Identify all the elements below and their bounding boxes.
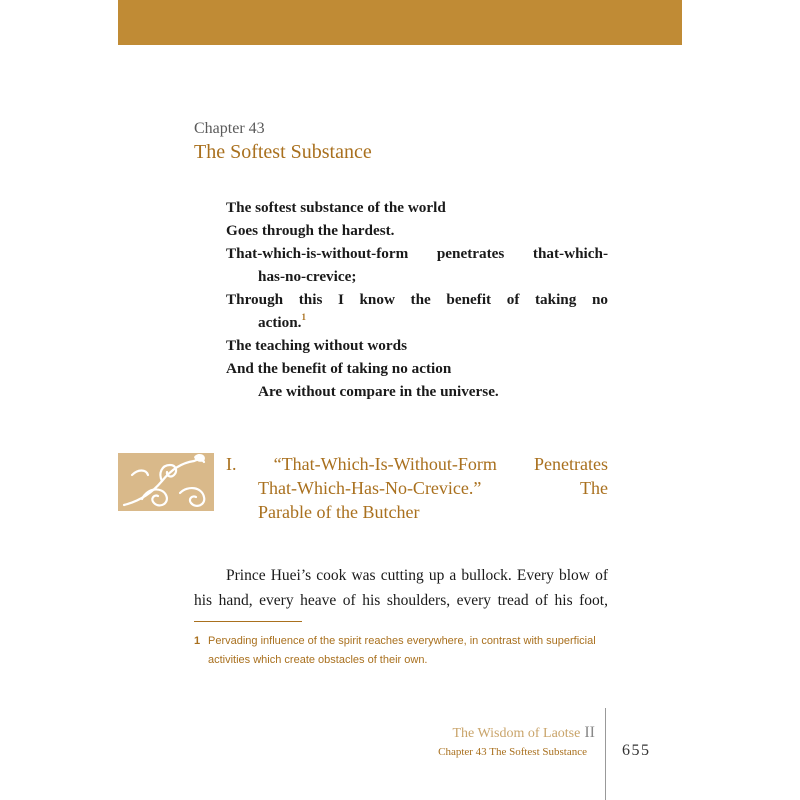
book-title: The Wisdom of Laotse [452,726,581,741]
chapter-label: Chapter 43 [194,120,265,137]
poem-line: The teaching without words [226,337,407,354]
poem-line [226,311,608,334]
footnote-line [194,632,608,651]
poem-line: And the benefit of taking no action [226,360,452,377]
poem-line: Goes through the hardest. [226,222,395,239]
section-heading-text: “That-Which-Is-Without-Form Penetrates [273,454,608,474]
chapter-title: The Softest Substance [194,141,372,163]
footnote-divider [194,621,302,622]
running-footer-title [452,724,595,742]
poem-line: That-which-is-without-form penetrates that-which- [226,245,608,262]
footnote-number: 1 [194,635,201,647]
poem-line: has-no-crevice; [258,268,357,285]
section-heading [226,452,608,524]
footnote-text: Pervading influence of the spirit reaches everywhere, in contrast with superficial [208,635,596,647]
poem-line: Are without compare in the universe. [258,383,499,400]
running-footer-chapter: Chapter 43 The Softest Substance [438,746,587,758]
footnote [194,632,608,670]
body-paragraph [194,563,608,613]
section-heading-line: Parable of the Butcher [258,502,420,522]
page-number: 655 [622,742,651,759]
volume-number: II [584,724,595,741]
section-heading-line: That-Which-Has-No-Crevice.” The [258,478,608,498]
footnote-marker[interactable]: 1 [301,312,306,322]
header-bar [118,0,682,45]
section-numeral: I. [226,454,237,474]
body-line: his hand, every heave of his shoulders, every tread of his foot, [194,592,608,609]
poem-line: The softest substance of the world [226,199,446,216]
poem-line-text: action. [258,314,302,331]
body-line: Prince Huei’s cook was cutting up a bullock. Every blow of [226,567,608,584]
poem-line: Through this I know the benefit of taking no [226,291,608,308]
floral-scroll-icon [118,453,214,511]
footer-divider [605,708,606,800]
section-heading-line [226,452,608,476]
poem [226,196,608,403]
footnote-line: activities which create obstacles of their own. [208,654,428,666]
